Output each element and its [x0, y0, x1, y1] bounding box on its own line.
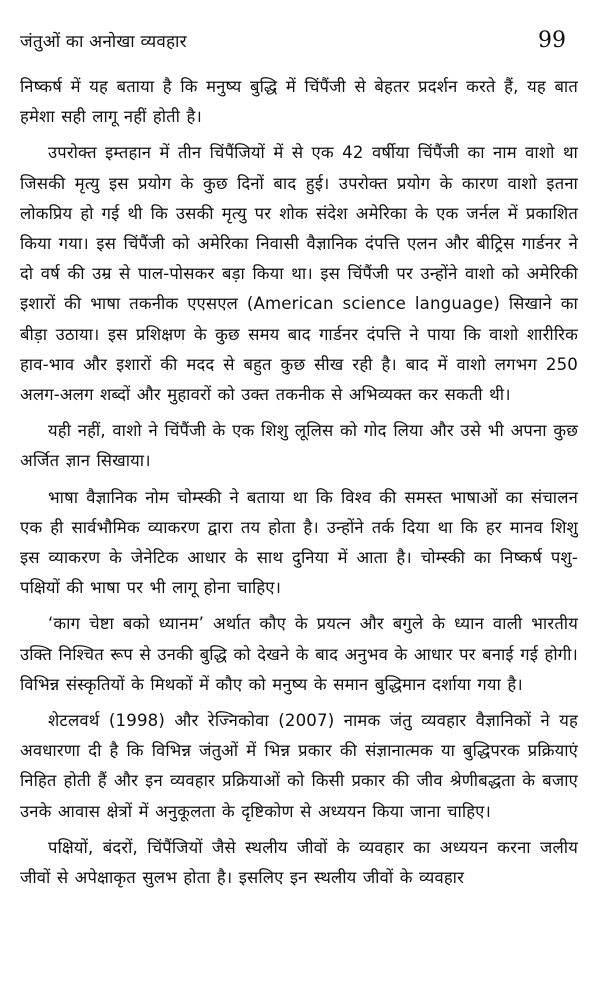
paragraph: निष्कर्ष में यह बताया है कि मनुष्य बुद्धि में चिंपैंजी से बेहतर प्रदर्शन करते हैं, यह बात हमेशा सही लागू नहीं होती है।	[20, 77, 578, 127]
paragraph: यही नहीं, वाशो ने चिंपैंजी के एक शिशु लूलिस को गोद लिया और उसे भी अपना कुछ अर्जित ज्ञान सिखाया।	[20, 421, 578, 471]
paragraph: ‘काग चेष्टा बको ध्यानम’ अर्थात कौए के प्रयत्न और बगुले के ध्यान वाली भारतीय उक्ति निश्चित रूप से उनकी बुद्धि को देखने के बाद अनुभव के आधार पर बनाई गई होगी। विभिन्न संस्कृतियों के मिथकों में कौए को मनुष्य के समान बुद्धिमान दर्शाया गया है।	[20, 614, 578, 694]
paragraph: भाषा वैज्ञानिक नोम चोम्स्की ने बताया था कि विश्व की समस्त भाषाओं का संचालन एक ही सार्वभौमिक व्याकरण द्वारा तय होता है। उन्होंने तर्क दिया था कि हर मानव शिशु इस व्याकरण के जेनेटिक आधार के साथ दुनिया में आता है। चोम्स्की का निष्कर्ष पशु-पक्षियों की भाषा पर भी लागू होना चाहिए।	[20, 487, 578, 598]
paragraph: शेटलवर्थ (1998) और रेज्निकोवा (2007) नामक जंतु व्यवहार वैज्ञानिकों ने यह अवधारणा दी है कि विभिन्न जंतुओं में भिन्न प्रकार की संज्ञानात्मक या बुद्धिपरक प्रक्रियाएं निहित होती हैं और इन व्यवहार प्रक्रियाओं को किसी प्रकार की जीव श्रेणीबद्धता के बजाए उनके आवास क्षेत्रों में अनुकूलता के दृष्टिकोण से अध्ययन किया जाना चाहिए।	[20, 711, 578, 821]
running-title: जंतुओं का अनोखा व्यवहार	[20, 32, 187, 52]
paragraph: पक्षियों, बंदरों, चिंपैंजियों जैसे स्थलीय जीवों के व्यवहार का अध्ययन करना जलीय जीवों से अपेक्षाकृत सुलभ होता है। इसलिए इन स्थलीय जीवों के व्यवहार	[20, 837, 578, 888]
paragraph: उपरोक्त इम्तहान में तीन चिंपैंजियों में से एक 42 वर्षीया चिंपैंजी का नाम वाशो था जिसकी मृत्यु इस प्रयोग के कुछ दिनों बाद हुई। उपरोक्त प्रयोग के कारण वाशो इतना लोकप्रिय हो गई थी कि उसकी मृत्यु पर शोक संदेश अमेरिका के एक जर्नल में प्रकाशित किया गया। इस चिंपैंजी को अमेरिका निवासी वैज्ञानिक दंपत्ति एलन और बीट्रिस गार्डनर ने दो वर्ष की उम्र से पाल-पोसकर बड़ा किया था। इस चिंपैंजी पर उन्होंने वाशो को अमेरिकी इशारों की भाषा तकनीक एएसएल (American science language) सिखाने का बीड़ा उठाया। इस प्रशिक्षण के कुछ समय बाद गार्डनर दंपत्ति ने पाया कि वाशो शारीरिक हाव-भाव और इशारों की मदद से बहुत कुछ सीख रही है। बाद में वाशो लगभग 250 अलग-अलग शब्दों और मुहावरों को उक्त तकनीक से अभिव्यक्त कर सकती थी।	[20, 143, 578, 405]
page-header	[20, 28, 578, 68]
body-text	[20, 72, 578, 893]
page-number: 99	[538, 28, 566, 53]
